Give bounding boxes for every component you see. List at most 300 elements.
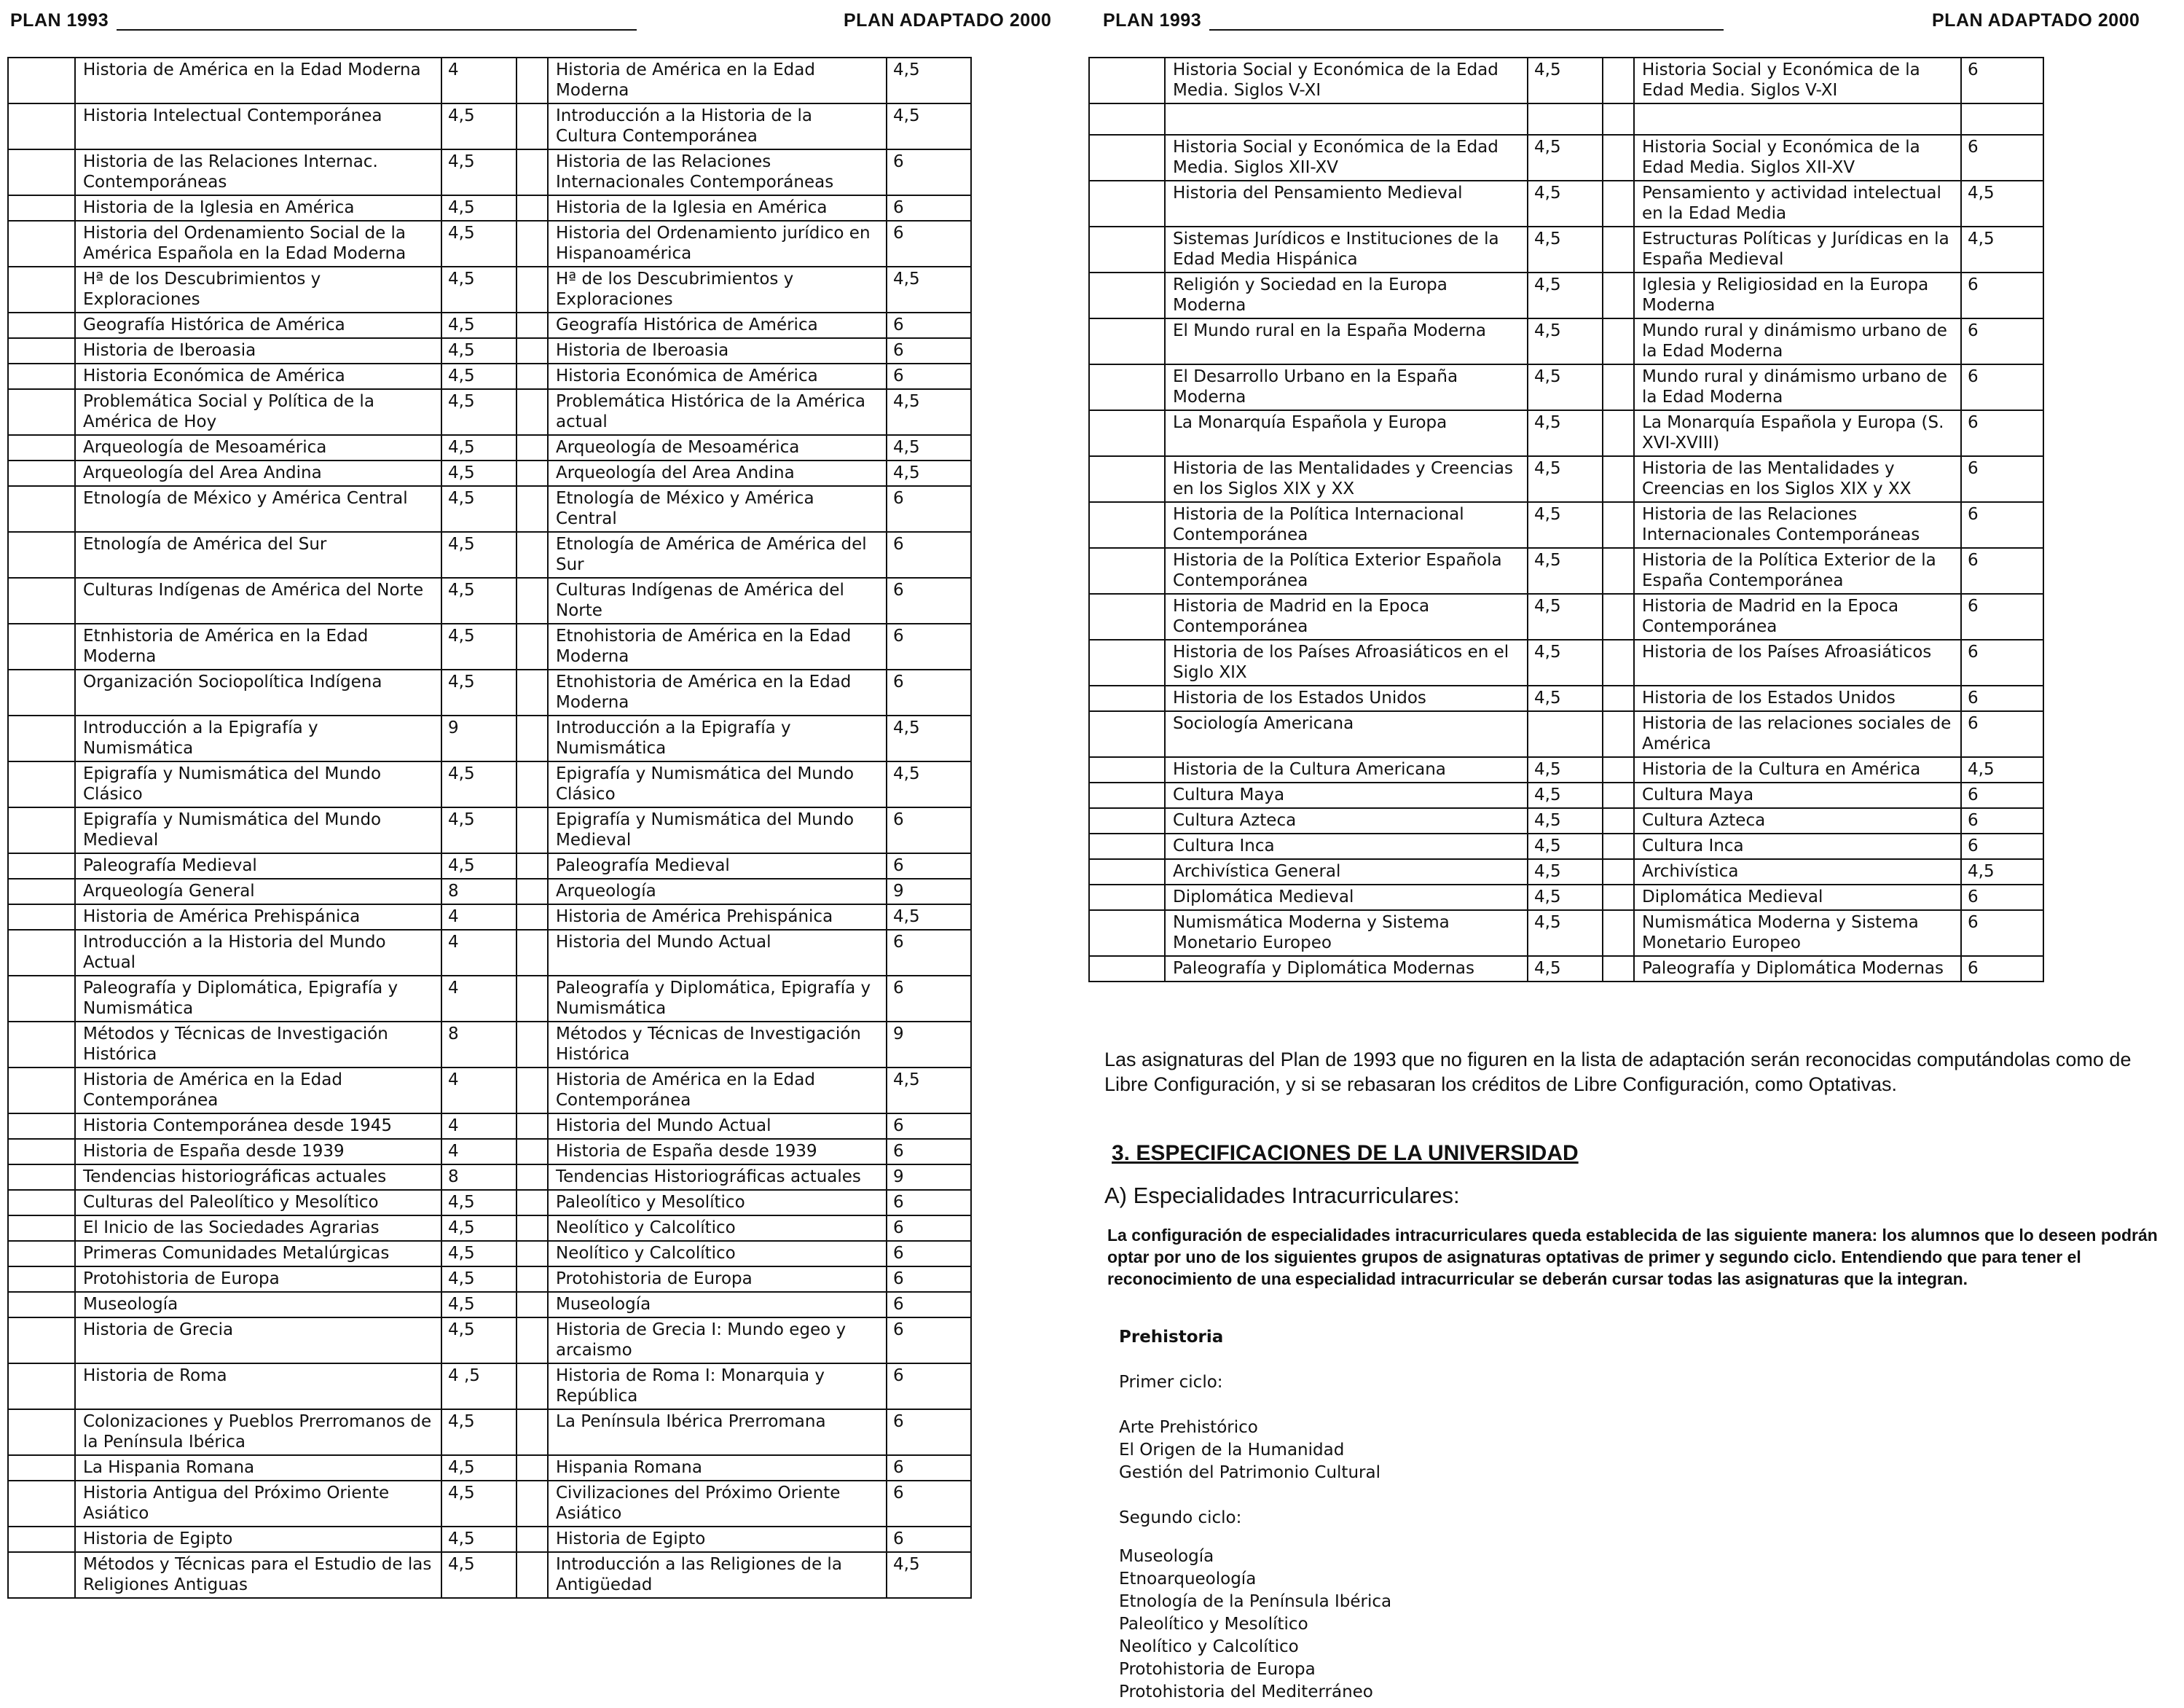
table-row (8, 807, 971, 853)
plan-2000-subject: Etnología de América de América del Sur (548, 532, 887, 578)
row-blank-cell (8, 624, 75, 670)
plan-1993-credits: 4,5 (1528, 502, 1603, 548)
plan-1993-subject: El Desarrollo Urbano en la España Moderna (1165, 364, 1528, 410)
row-gap-cell (516, 267, 548, 313)
plan-2000-subject: Historia de América Prehispánica (548, 904, 887, 930)
plan-1993-subject: Numismática Moderna y Sistema Monetario Europeo (1165, 910, 1528, 956)
row-blank-cell (1089, 910, 1165, 956)
table-row (8, 1266, 971, 1292)
plan-2000-subject: Etnohistoria de América en la Edad Moderna (548, 624, 887, 670)
plan-2000-subject: Cultura Inca (1634, 834, 1961, 859)
plan-1993-credits: 4,5 (441, 853, 516, 879)
plan-2000-subject: Historia Social y Económica de la Edad Media. Siglos XII-XV (1634, 135, 1961, 181)
table-row (1089, 686, 2043, 711)
plan-2000-subject: Historia Social y Económica de la Edad Media. Siglos V-XI (1634, 58, 1961, 103)
plan-2000-subject: Museología (548, 1292, 887, 1317)
table-row (8, 532, 971, 578)
plan-2000-subject: Pensamiento y actividad intelectual en la Edad Media (1634, 181, 1961, 227)
plan-2000-credits: 6 (1961, 885, 2043, 910)
plan-1993-credits: 4,5 (441, 578, 516, 624)
right-header-plan-1993: PLAN 1993 (1103, 10, 1202, 31)
list-item: Etnoarqueología (1119, 1570, 1257, 1588)
list-item: Etnología de la Península Ibérica (1119, 1592, 1392, 1611)
plan-2000-subject: Numismática Moderna y Sistema Monetario Europeo (1634, 910, 1961, 956)
row-gap-cell (516, 1527, 548, 1552)
plan-1993-credits: 4 (441, 904, 516, 930)
plan-2000-credits: 6 (1961, 594, 2043, 640)
plan-2000-credits: 6 (887, 976, 971, 1022)
table-row (1089, 364, 2043, 410)
row-gap-cell (1603, 859, 1634, 885)
plan-1993-credits: 4,5 (1528, 135, 1603, 181)
plan-2000-credits: 6 (887, 338, 971, 364)
plan-1993-credits: 4,5 (441, 1266, 516, 1292)
plan-2000-subject: Paleografía Medieval (548, 853, 887, 879)
row-blank-cell (8, 1139, 75, 1164)
row-gap-cell (1603, 364, 1634, 410)
list-item: Neolítico y Calcolítico (1119, 1637, 1299, 1656)
table-row (8, 624, 971, 670)
plan-2000-credits: 6 (887, 930, 971, 976)
plan-2000-credits: 4,5 (887, 461, 971, 486)
plan-1993-credits: 4,5 (441, 624, 516, 670)
plan-1993-credits: 4,5 (441, 1215, 516, 1241)
row-gap-cell (516, 221, 548, 267)
row-gap-cell (516, 1113, 548, 1139)
row-blank-cell (8, 904, 75, 930)
plan-2000-subject: Hispania Romana (548, 1455, 887, 1481)
left-header-plan-1993: PLAN 1993 (10, 10, 109, 31)
plan-1993-subject: Primeras Comunidades Metalúrgicas (75, 1241, 441, 1266)
table-row (8, 930, 971, 976)
plan-1993-subject: Etnología de México y América Central (75, 486, 441, 532)
plan-2000-credits: 6 (887, 1292, 971, 1317)
second-cycle-list (1119, 1546, 1775, 1704)
plan-1993-credits: 4,5 (441, 1292, 516, 1317)
plan-2000-subject: Estructuras Políticas y Jurídicas en la España Medieval (1634, 227, 1961, 273)
plan-1993-subject: Etnhistoria de América en la Edad Moderna (75, 624, 441, 670)
plan-1993-subject: Introducción a la Epigrafía y Numismática (75, 716, 441, 761)
row-blank-cell (8, 761, 75, 807)
plan-2000-credits: 6 (887, 195, 971, 221)
plan-1993-credits: 4,5 (1528, 364, 1603, 410)
row-blank-cell (8, 1164, 75, 1190)
left-adaptation-table (7, 57, 972, 1599)
row-blank-cell (1089, 640, 1165, 686)
plan-1993-credits: 4,5 (1528, 640, 1603, 686)
row-blank-cell (8, 716, 75, 761)
plan-1993-credits: 4,5 (441, 1527, 516, 1552)
row-blank-cell (8, 1022, 75, 1068)
plan-2000-subject: Arqueología del Area Andina (548, 461, 887, 486)
plan-1993-credits: 4,5 (1528, 181, 1603, 227)
table-row (1089, 956, 2043, 982)
plan-1993-subject: Geografía Histórica de América (75, 313, 441, 338)
plan-1993-subject: Introducción a la Historia del Mundo Actual (75, 930, 441, 976)
plan-2000-credits: 6 (887, 1455, 971, 1481)
row-gap-cell (1603, 456, 1634, 502)
plan-2000-credits: 4,5 (887, 435, 971, 461)
plan-2000-credits: 6 (887, 1139, 971, 1164)
row-gap-cell (516, 853, 548, 879)
plan-1993-subject: Historia Social y Económica de la Edad Media. Siglos V-XI (1165, 58, 1528, 103)
plan-2000-credits: 6 (1961, 456, 2043, 502)
row-blank-cell (1089, 502, 1165, 548)
plan-1993-credits: 4,5 (441, 221, 516, 267)
table-row (8, 1068, 971, 1113)
plan-2000-subject: Historia de las Relaciones Internacionales Contemporáneas (548, 149, 887, 195)
table-row (1089, 58, 2043, 103)
table-row (1089, 273, 2043, 318)
plan-2000-credits: 6 (1961, 686, 2043, 711)
row-blank-cell (8, 976, 75, 1022)
row-blank-cell (8, 435, 75, 461)
plan-1993-subject: Etnología de América del Sur (75, 532, 441, 578)
row-gap-cell (516, 578, 548, 624)
plan-2000-subject: Historia de las Relaciones Internacionales Contemporáneas (1634, 502, 1961, 548)
plan-1993-subject: Historia del Pensamiento Medieval (1165, 181, 1528, 227)
row-blank-cell (8, 879, 75, 904)
row-gap-cell (1603, 885, 1634, 910)
plan-1993-credits: 4,5 (441, 1409, 516, 1455)
table-row (8, 1317, 971, 1363)
plan-2000-subject: Paleografía y Diplomática, Epigrafía y Numismática (548, 976, 887, 1022)
plan-1993-subject: Paleografía y Diplomática, Epigrafía y Numismática (75, 976, 441, 1022)
plan-2000-credits: 6 (887, 1266, 971, 1292)
plan-2000-subject: Historia del Mundo Actual (548, 1113, 887, 1139)
plan-2000-subject: Historia de la Iglesia en América (548, 195, 887, 221)
row-gap-cell (1603, 834, 1634, 859)
plan-2000-subject: Neolítico y Calcolítico (548, 1241, 887, 1266)
prehistoria-block (1119, 1326, 1775, 1704)
plan-2000-credits: 6 (887, 1190, 971, 1215)
plan-2000-credits: 6 (887, 1317, 971, 1363)
plan-1993-credits (1528, 711, 1603, 757)
row-gap-cell (516, 904, 548, 930)
row-blank-cell (8, 1068, 75, 1113)
plan-1993-subject: Arqueología del Area Andina (75, 461, 441, 486)
row-blank-cell (8, 578, 75, 624)
plan-2000-subject: Protohistoria de Europa (548, 1266, 887, 1292)
list-item: Protohistoria del Mediterráneo (1119, 1682, 1373, 1701)
row-gap-cell (1603, 273, 1634, 318)
table-row (8, 461, 971, 486)
row-blank-cell (8, 807, 75, 853)
row-gap-cell (1603, 808, 1634, 834)
plan-2000-subject: Historia de los Países Afroasiáticos (1634, 640, 1961, 686)
plan-2000-credits: 4,5 (1961, 227, 2043, 273)
plan-2000-credits: 6 (1961, 711, 2043, 757)
plan-1993-subject: Epigrafía y Numismática del Mundo Clásico (75, 761, 441, 807)
row-gap-cell (516, 1241, 548, 1266)
plan-1993-subject: El Mundo rural en la España Moderna (1165, 318, 1528, 364)
row-blank-cell (8, 221, 75, 267)
plan-2000-credits: 4,5 (887, 389, 971, 435)
row-gap-cell (516, 389, 548, 435)
row-gap-cell (516, 807, 548, 853)
plan-2000-subject: Epigrafía y Numismática del Mundo Clásico (548, 761, 887, 807)
plan-1993-credits: 4,5 (441, 1481, 516, 1527)
list-item: El Origen de la Humanidad (1119, 1441, 1345, 1460)
plan-1993-credits: 4,5 (1528, 834, 1603, 859)
plan-1993-subject: Historia de Iberoasia (75, 338, 441, 364)
row-gap-cell (516, 1552, 548, 1598)
row-gap-cell (516, 461, 548, 486)
row-gap-cell (1603, 410, 1634, 456)
plan-2000-credits: 4,5 (887, 103, 971, 149)
plan-2000-subject: Introducción a la Historia de la Cultura Contemporánea (548, 103, 887, 149)
plan-2000-credits: 6 (1961, 135, 2043, 181)
row-blank-cell (1089, 456, 1165, 502)
row-blank-cell (1089, 859, 1165, 885)
plan-2000-subject: Métodos y Técnicas de Investigación Histórica (548, 1022, 887, 1068)
table-row (8, 1363, 971, 1409)
row-blank-cell (8, 1455, 75, 1481)
row-blank-cell (8, 853, 75, 879)
plan-2000-subject: Mundo rural y dinámismo urbano de la Edad Moderna (1634, 318, 1961, 364)
row-blank-cell (1089, 885, 1165, 910)
plan-2000-credits: 6 (887, 624, 971, 670)
plan-2000-subject: Historia de América en la Edad Contemporánea (548, 1068, 887, 1113)
row-gap-cell (516, 1068, 548, 1113)
table-row (1089, 834, 2043, 859)
table-row (1089, 783, 2043, 808)
row-blank-cell (1089, 783, 1165, 808)
plan-2000-credits: 6 (1961, 364, 2043, 410)
plan-2000-subject: Paleolítico y Mesolítico (548, 1190, 887, 1215)
row-blank-cell (8, 1266, 75, 1292)
row-gap-cell (516, 435, 548, 461)
first-cycle-list (1119, 1417, 1775, 1484)
table-row (8, 1527, 971, 1552)
plan-2000-subject: Historia de los Estados Unidos (1634, 686, 1961, 711)
plan-1993-subject: Historia Social y Económica de la Edad Media. Siglos XII-XV (1165, 135, 1528, 181)
plan-2000-credits: 6 (887, 486, 971, 532)
plan-1993-subject: El Inicio de las Sociedades Agrarias (75, 1215, 441, 1241)
plan-1993-subject: Cultura Inca (1165, 834, 1528, 859)
plan-1993-subject: Historia de América en la Edad Moderna (75, 58, 441, 103)
row-blank-cell (8, 486, 75, 532)
row-gap-cell (1603, 910, 1634, 956)
plan-2000-credits: 6 (1961, 956, 2043, 982)
row-blank-cell (8, 313, 75, 338)
plan-1993-credits: 4,5 (1528, 410, 1603, 456)
table-row (1089, 456, 2043, 502)
row-blank-cell (8, 461, 75, 486)
row-blank-cell (8, 1113, 75, 1139)
plan-1993-credits: 4,5 (1528, 548, 1603, 594)
row-blank-cell (8, 364, 75, 389)
plan-2000-credits: 9 (887, 1022, 971, 1068)
plan-1993-subject: La Hispania Romana (75, 1455, 441, 1481)
plan-2000-subject: Paleografía y Diplomática Modernas (1634, 956, 1961, 982)
right-header-plan-adaptado: PLAN ADAPTADO 2000 (1932, 10, 2140, 31)
plan-2000-credits: 6 (1961, 273, 2043, 318)
row-blank-cell (8, 267, 75, 313)
plan-1993-subject: Archivística General (1165, 859, 1528, 885)
plan-2000-subject: Culturas Indígenas de América del Norte (548, 578, 887, 624)
plan-2000-subject: Introducción a las Religiones de la Antigüedad (548, 1552, 887, 1598)
plan-1993-subject: Historia de España desde 1939 (75, 1139, 441, 1164)
table-row (1089, 711, 2043, 757)
plan-2000-credits: 9 (887, 879, 971, 904)
table-row (8, 1241, 971, 1266)
row-blank-cell (8, 1527, 75, 1552)
row-gap-cell (1603, 686, 1634, 711)
row-gap-cell (516, 1363, 548, 1409)
row-blank-cell (1089, 58, 1165, 103)
row-blank-cell (8, 1363, 75, 1409)
plan-2000-subject: Historia de las relaciones sociales de América (1634, 711, 1961, 757)
table-row (1089, 885, 2043, 910)
plan-1993-credits: 4,5 (441, 1317, 516, 1363)
plan-2000-subject: Epigrafía y Numismática del Mundo Medieval (548, 807, 887, 853)
plan-1993-subject: Historia de Egipto (75, 1527, 441, 1552)
table-row (8, 976, 971, 1022)
row-blank-cell (1089, 227, 1165, 273)
plan-1993-subject: Problemática Social y Política de la América de Hoy (75, 389, 441, 435)
row-blank-cell (1089, 318, 1165, 364)
plan-1993-subject: Religión y Sociedad en la Europa Moderna (1165, 273, 1528, 318)
plan-1993-credits: 4,5 (441, 338, 516, 364)
plan-2000-subject: Neolítico y Calcolítico (548, 1215, 887, 1241)
row-blank-cell (8, 670, 75, 716)
plan-1993-credits: 8 (441, 879, 516, 904)
list-item: Protohistoria de Europa (1119, 1660, 1316, 1679)
table-row (1089, 594, 2043, 640)
plan-2000-subject: Historia de las Mentalidades y Creencias en los Siglos XIX y XX (1634, 456, 1961, 502)
plan-2000-subject: Historia de España desde 1939 (548, 1139, 887, 1164)
plan-1993-credits: 4,5 (441, 1241, 516, 1266)
plan-1993-subject: Tendencias historiográficas actuales (75, 1164, 441, 1190)
plan-2000-subject: Historia de la Cultura en América (1634, 757, 1961, 783)
plan-1993-subject: Culturas del Paleolítico y Mesolítico (75, 1190, 441, 1215)
specialty-title: Prehistoria (1119, 1328, 1224, 1347)
plan-1993-subject: Historia Contemporánea desde 1945 (75, 1113, 441, 1139)
plan-1993-credits: 4 (441, 1139, 516, 1164)
row-gap-cell (516, 532, 548, 578)
row-gap-cell (516, 1190, 548, 1215)
plan-1993-credits: 4 (441, 58, 516, 103)
row-gap-cell (1603, 640, 1634, 686)
plan-1993-subject: Diplomática Medieval (1165, 885, 1528, 910)
plan-2000-credits: 6 (1961, 640, 2043, 686)
plan-1993-subject: Historia de los Estados Unidos (1165, 686, 1528, 711)
plan-2000-credits: 4,5 (887, 1552, 971, 1598)
plan-1993-subject: Historia de la Política Internacional Contemporánea (1165, 502, 1528, 548)
list-item: Gestión del Patrimonio Cultural (1119, 1463, 1380, 1482)
plan-1993-credits: 4,5 (441, 1190, 516, 1215)
row-gap-cell (516, 1481, 548, 1527)
plan-2000-subject: Arqueología (548, 879, 887, 904)
row-gap-cell (516, 338, 548, 364)
specialties-paragraph: La configuración de especialidades intracurriculares queda establecida de las siguiente manera: los alumnos que lo deseen podrán optar por uno de los siguientes grupos de asignaturas optativas de primer y segundo ciclo. Entendiendo que para tener el reconocimiento de una especialidad intracurricular se deberán cursar todas las asignaturas que la integran. (1107, 1226, 2158, 1288)
table-row (8, 486, 971, 532)
row-gap-cell (1603, 227, 1634, 273)
plan-2000-credits: 6 (1961, 834, 2043, 859)
plan-2000-credits: 6 (887, 313, 971, 338)
plan-1993-credits: 4,5 (1528, 808, 1603, 834)
row-blank-cell (8, 1241, 75, 1266)
row-gap-cell (1603, 135, 1634, 181)
plan-2000-credits: 6 (1961, 502, 2043, 548)
plan-2000-subject: La Península Ibérica Prerromana (548, 1409, 887, 1455)
plan-1993-subject: La Monarquía Española y Europa (1165, 410, 1528, 456)
plan-1993-subject: Arqueología de Mesoamérica (75, 435, 441, 461)
plan-2000-credits: 4,5 (1961, 757, 2043, 783)
row-gap-cell (516, 486, 548, 532)
table-row (8, 578, 971, 624)
table-row (1089, 808, 2043, 834)
plan-2000-credits: 6 (887, 578, 971, 624)
row-gap-cell (516, 195, 548, 221)
table-row (1089, 910, 2043, 956)
plan-1993-credits: 4,5 (1528, 757, 1603, 783)
row-blank-cell (8, 1481, 75, 1527)
table-row (8, 1139, 971, 1164)
table-row (1089, 640, 2043, 686)
plan-1993-subject: Arqueología General (75, 879, 441, 904)
plan-2000-credits: 6 (887, 853, 971, 879)
row-gap-cell (516, 1292, 548, 1317)
plan-1993-subject: Historia de la Iglesia en América (75, 195, 441, 221)
plan-1993-credits: 4,5 (441, 486, 516, 532)
plan-2000-subject: Historia del Mundo Actual (548, 930, 887, 976)
plan-1993-subject: Sociología Americana (1165, 711, 1528, 757)
plan-2000-credits: 4,5 (887, 761, 971, 807)
plan-2000-subject: Iglesia y Religiosidad en la Europa Moderna (1634, 273, 1961, 318)
plan-1993-credits: 4 (441, 976, 516, 1022)
plan-1993-credits: 4,5 (1528, 227, 1603, 273)
plan-2000-subject: Historia de Iberoasia (548, 338, 887, 364)
plan-2000-credits: 6 (1961, 910, 2043, 956)
plan-2000-subject: Historia de América en la Edad Moderna (548, 58, 887, 103)
plan-2000-credits: 6 (1961, 548, 2043, 594)
plan-2000-credits: 4,5 (1961, 859, 2043, 885)
table-row (8, 435, 971, 461)
plan-1993-subject: Historia de América Prehispánica (75, 904, 441, 930)
plan-2000-credits: 6 (887, 1481, 971, 1527)
plan-2000-subject: Arqueología de Mesoamérica (548, 435, 887, 461)
row-gap-cell (516, 879, 548, 904)
row-blank-cell (8, 149, 75, 195)
row-gap-cell (516, 1455, 548, 1481)
table-row (8, 267, 971, 313)
plan-1993-subject: Culturas Indígenas de América del Norte (75, 578, 441, 624)
table-row (8, 364, 971, 389)
first-cycle-label: Primer ciclo: (1119, 1373, 1223, 1392)
plan-2000-subject: Historia Económica de América (548, 364, 887, 389)
list-item: Arte Prehistórico (1119, 1418, 1258, 1437)
section-title: 3. ESPECIFICACIONES DE LA UNIVERSIDAD (1112, 1141, 1579, 1165)
plan-2000-subject: Civilizaciones del Próximo Oriente Asiático (548, 1481, 887, 1527)
plan-1993-credits: 4,5 (441, 1455, 516, 1481)
table-row (1089, 502, 2043, 548)
plan-1993-subject: Epigrafía y Numismática del Mundo Medieval (75, 807, 441, 853)
plan-1993-subject: Historia de Madrid en la Epoca Contemporánea (1165, 594, 1528, 640)
plan-1993-subject: Hª de los Descubrimientos y Exploraciones (75, 267, 441, 313)
table-row (8, 338, 971, 364)
plan-2000-subject: Introducción a la Epigrafía y Numismática (548, 716, 887, 761)
row-gap-cell (1603, 548, 1634, 594)
plan-2000-credits: 6 (887, 1241, 971, 1266)
plan-1993-subject: Museología (75, 1292, 441, 1317)
row-blank-cell (8, 532, 75, 578)
plan-1993-credits: 4 (441, 1113, 516, 1139)
plan-2000-credits: 6 (1961, 410, 2043, 456)
plan-1993-credits: 4,5 (1528, 318, 1603, 364)
row-gap-cell (516, 103, 548, 149)
